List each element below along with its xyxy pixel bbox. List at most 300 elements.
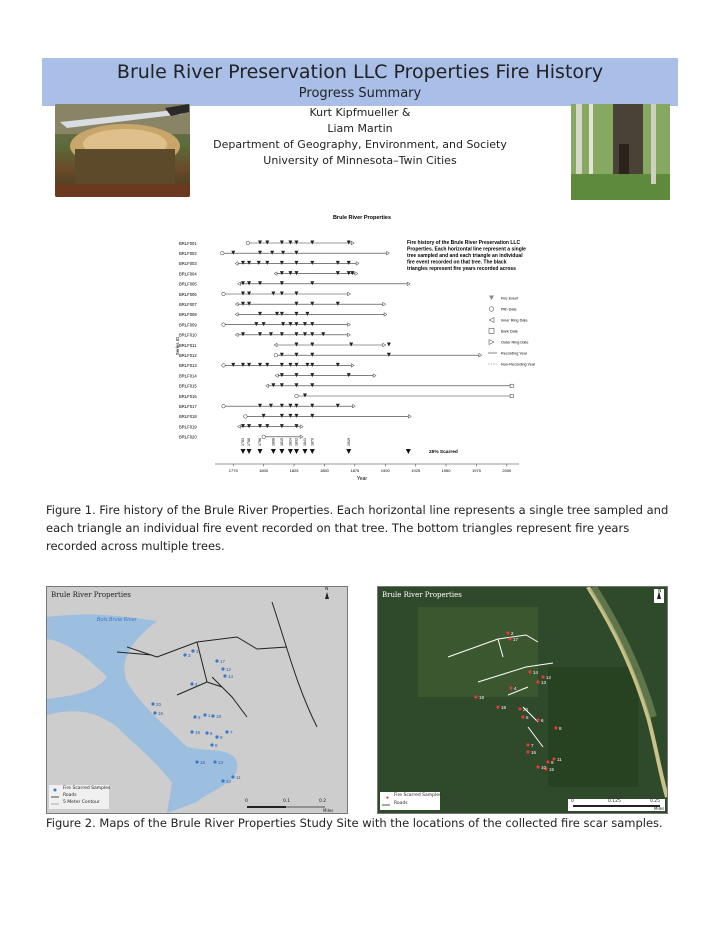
inner-ring-marker (265, 384, 268, 388)
scale-units: Miles (323, 808, 334, 813)
outer-ring-marker (386, 251, 389, 255)
scale-max: 0.2 (319, 799, 327, 804)
fire-event-marker (280, 363, 284, 367)
fire-event-marker (321, 332, 325, 336)
map-left-sample-label: 12 (226, 667, 232, 672)
fire-event-marker (269, 404, 273, 408)
fire-event-marker (336, 271, 340, 275)
composite-year-label: 1870 (310, 438, 315, 446)
fire-event-marker (247, 261, 251, 265)
fire-event-marker (280, 312, 284, 316)
legend-label: Non-Recording Year (501, 362, 536, 367)
map-left-sample-label: 14 (228, 674, 234, 679)
fire-event-marker (280, 383, 284, 387)
fire-event-marker (305, 363, 309, 367)
fire-event-marker (280, 292, 284, 296)
series-label: BRLF006 (179, 291, 197, 297)
pith-date-marker (295, 394, 299, 398)
fire-event-marker (270, 251, 274, 255)
fire-event-marker (241, 261, 245, 265)
map-left-sample-label: 16 (158, 711, 164, 716)
series-label: BRLF016 (179, 393, 197, 399)
legend-pith-icon (489, 307, 494, 312)
outer-ring-marker (300, 425, 303, 429)
fire-event-marker (254, 322, 258, 326)
inner-ring-marker (235, 313, 238, 317)
fire-history-chart (167, 208, 557, 488)
inner-ring-marker (274, 343, 277, 347)
legend-label: Bark Date (501, 329, 518, 334)
fire-event-marker (288, 241, 292, 245)
series-label: BRLF013 (179, 363, 197, 369)
department: Department of Geography, Environment, and Society (213, 138, 507, 151)
map-left-sample-point (190, 682, 193, 685)
series-label: BRLF017 (179, 404, 197, 409)
map-right-sample-label: 13 (541, 680, 547, 685)
inner-ring-marker (235, 302, 238, 306)
pith-date-marker (220, 251, 224, 255)
forest-tree-photo (571, 104, 670, 200)
fire-event-marker (257, 261, 261, 265)
fire-event-marker (280, 271, 284, 275)
fire-event-marker (347, 271, 351, 275)
series-label: BRLF011 (179, 342, 197, 348)
x-tick-label: 1775 (228, 468, 238, 473)
map-left-sample-point (210, 743, 213, 746)
bark-date-marker (510, 394, 513, 397)
fire-event-marker (294, 353, 298, 357)
fire-event-marker (280, 281, 284, 285)
composite-year-label: 1796 (258, 438, 263, 446)
fire-scar-stump-photo (55, 104, 190, 197)
legend-roads-right: Roads (394, 801, 408, 806)
fire-event-marker (305, 312, 309, 316)
page-title: Brule River Preservation LLC Properties Fire History (116, 61, 604, 83)
inner-ring-marker (235, 262, 238, 266)
map-left-sample-point (183, 653, 186, 656)
map-right-sample-point (506, 631, 509, 634)
fire-event-marker (310, 261, 314, 265)
fire-event-marker (247, 363, 251, 367)
legend-fire-samples: Fire Scarred Samples (63, 786, 111, 791)
fire-event-marker (258, 312, 262, 316)
map-right-sample-label: 8 (559, 726, 562, 731)
pith-date-marker (222, 292, 226, 296)
composite-year-label: 1832 (294, 438, 299, 446)
map-right-sample-label: 14 (533, 670, 539, 675)
map-left-sample-label: 2 (196, 649, 199, 654)
fire-event-marker (258, 332, 262, 336)
map-right-sample-label: 15 (549, 767, 555, 772)
figure-1-caption: Figure 1. Fire history of the Brule River Properties. Each horizontal line represents a single tree sampled and each triangle an individual fire event recorded on that tree. The bottom triangles represent fire years recorded across multiple trees. (46, 503, 669, 553)
map-right-sample-label: 19 (479, 695, 485, 700)
outer-ring-marker (384, 313, 387, 317)
map-right-sample-label: 4 (514, 686, 517, 691)
fire-event-marker (280, 404, 284, 408)
composite-fire-marker (346, 449, 351, 454)
fire-event-marker (288, 414, 292, 418)
composite-year-label: 1919 (346, 438, 351, 446)
legend-label: Inner Ring Date (501, 318, 528, 323)
map-left-sample-point (223, 674, 226, 677)
map-right-sample-label: 17 (513, 637, 519, 642)
composite-fire-marker (240, 449, 245, 454)
legend-contour: 5 Meter Contour (63, 800, 100, 805)
page-subtitle: Progress Summary (298, 86, 422, 101)
outer-ring-marker (479, 353, 482, 357)
fire-event-marker (288, 271, 292, 275)
inner-ring-marker (274, 272, 277, 276)
outer-ring-marker (355, 272, 358, 276)
series-label: BRLF008 (179, 312, 197, 318)
inner-ring-marker (238, 425, 241, 429)
fire-event-marker (247, 424, 251, 428)
map-left-sample-point (190, 730, 193, 733)
composite-fire-marker (302, 449, 307, 454)
map-right-sample-point (536, 718, 539, 721)
composite-fire-marker (247, 449, 252, 454)
aerial-map (377, 586, 668, 814)
fire-event-marker (310, 332, 314, 336)
series-label: BRLF009 (179, 322, 197, 328)
north-arrow-right: N (658, 589, 662, 594)
series-label: BRLF019 (179, 424, 197, 430)
map-left-sample-label: 13 (218, 760, 224, 765)
map-left-sample-point (193, 715, 196, 718)
series-label: BRLF007 (179, 302, 197, 307)
outer-ring-marker (348, 333, 351, 337)
composite-year-label: 1824 (288, 438, 293, 446)
topographic-map (46, 586, 348, 814)
map-left-sample-point (221, 779, 224, 782)
pith-date-marker (222, 404, 226, 408)
map-left-sample-label: 1 (208, 713, 211, 718)
inner-ring-marker (275, 374, 278, 378)
fire-event-marker (294, 363, 298, 367)
fire-event-marker (241, 332, 245, 336)
fire-event-marker (258, 404, 262, 408)
series-label: BRLF020 (179, 434, 197, 440)
series-label: BRLF018 (179, 414, 197, 420)
series-label: BRLF010 (179, 332, 197, 338)
scale-0: 0 (245, 799, 248, 804)
legend-roads: Roads (63, 793, 77, 798)
map-right-sample-point (536, 680, 539, 683)
fire-event-marker (258, 241, 262, 245)
fire-event-marker (310, 353, 314, 357)
outer-ring-marker (351, 241, 354, 245)
outer-ring-marker (352, 404, 355, 408)
fire-event-marker (275, 312, 279, 316)
outer-ring-marker (407, 282, 410, 286)
map-right-sample-point (521, 715, 524, 718)
fire-event-marker (280, 414, 284, 418)
river-label: Bois Brule River (97, 617, 137, 623)
composite-fire-marker (406, 449, 411, 454)
x-tick-label: 1950 (441, 468, 451, 473)
fire-event-marker (241, 424, 245, 428)
map-left-sample-label: 6 (210, 731, 213, 736)
legend-label: Fire Event (501, 296, 519, 301)
map-left-sample-point (191, 649, 194, 652)
fire-event-marker (303, 394, 307, 398)
map-left-sample-label: 4 (195, 682, 198, 687)
outer-ring-marker (351, 364, 354, 368)
map-right-sample-point (546, 760, 549, 763)
fire-event-marker (347, 241, 351, 245)
author-line-1: Kurt Kipfmueller & (309, 106, 411, 119)
fire-event-marker (310, 241, 314, 245)
map-left-sample-label: 20 (156, 702, 162, 707)
composite-year-label: 1788 (247, 438, 252, 446)
map-right-sample-label: 18 (501, 705, 507, 710)
bark-date-marker (510, 384, 513, 387)
legend-label: Outer Ring Date (501, 340, 529, 345)
legend-label: Recording Year (501, 351, 527, 356)
map-left-sample-label: 9 (220, 735, 223, 740)
series-label: BRLF005 (179, 281, 197, 287)
fire-event-marker (350, 271, 354, 275)
fire-event-marker (310, 322, 314, 326)
fire-event-marker (280, 261, 284, 265)
pith-date-marker (274, 353, 278, 357)
outer-ring-marker (373, 374, 376, 378)
fire-event-marker (303, 322, 307, 326)
map-right-sample-label: 6 (541, 718, 544, 723)
map-right-sample-point (528, 670, 531, 673)
map-right-sample-label: 10 (541, 765, 547, 770)
fire-event-marker (294, 373, 298, 377)
fire-event-marker (241, 292, 245, 296)
map-right-sample-point (509, 686, 512, 689)
fire-event-marker (281, 251, 285, 255)
outer-ring-marker (356, 262, 359, 266)
series-label: BRLF004 (179, 271, 197, 277)
pith-date-marker (244, 415, 248, 419)
map-left-sample-label: 8 (215, 743, 218, 748)
composite-year-label: 1783 (241, 438, 246, 446)
fire-event-marker (387, 343, 391, 347)
fire-event-marker (241, 302, 245, 306)
scale-max-right: 0.25 (650, 799, 661, 804)
composite-fire-marker (294, 449, 299, 454)
fire-event-marker (247, 281, 251, 285)
fire-event-marker (269, 332, 273, 336)
map-right-sample-label: 7 (531, 743, 534, 748)
fire-event-marker (336, 261, 340, 265)
map-left-sample-label: 5 (198, 715, 201, 720)
fire-event-marker (280, 332, 284, 336)
fire-event-marker (265, 261, 269, 265)
y-axis-label: Series ID (175, 336, 180, 356)
fire-event-marker (280, 241, 284, 245)
map-right-sample-point (474, 695, 477, 698)
fire-event-marker (262, 414, 266, 418)
map-left-sample-point (225, 730, 228, 733)
map-right-sample-label: 20 (523, 707, 529, 712)
outer-ring-marker (383, 343, 386, 347)
fire-event-marker (294, 292, 298, 296)
legend-fire-icon (489, 296, 494, 301)
map-right-sample-point (541, 675, 544, 678)
outer-ring-marker (408, 415, 411, 419)
chart-title: Brule River Properties (332, 215, 392, 221)
map-left-sample-point (151, 702, 154, 705)
chart-legend (488, 296, 536, 367)
series-label: BRLF014 (179, 373, 197, 379)
fire-event-marker (336, 404, 340, 408)
fire-event-marker (294, 383, 298, 387)
series-label: BRLF002 (179, 251, 197, 256)
fire-event-marker (310, 383, 314, 387)
map-left-sample-label: 11 (236, 775, 241, 780)
x-tick-label: 1925 (411, 468, 421, 473)
fire-event-marker (241, 281, 245, 285)
fire-event-marker (280, 373, 284, 377)
series-label: BRLF001 (179, 240, 197, 246)
fire-event-marker (294, 322, 298, 326)
outer-ring-marker (383, 302, 386, 306)
map-right-sample-label: 2 (511, 631, 514, 636)
map-right-sample-label: 16 (531, 750, 537, 755)
x-tick-label: 1900 (380, 468, 390, 473)
fire-event-marker (258, 424, 262, 428)
fire-event-marker (336, 363, 340, 367)
fire-event-marker (294, 404, 298, 408)
map-left-sample-point (205, 731, 208, 734)
composite-fire-marker (257, 449, 262, 454)
fire-event-marker (271, 383, 275, 387)
map-left-sample-point (203, 713, 206, 716)
pith-date-marker (262, 435, 266, 439)
fire-history-svg (167, 208, 557, 488)
map-right-sample-point (526, 750, 529, 753)
fire-event-marker (288, 363, 292, 367)
composite-fire-marker (310, 449, 315, 454)
fire-event-marker (336, 302, 340, 306)
fire-event-marker (231, 251, 235, 255)
composite-label: 25% Scarred (429, 450, 458, 455)
legend-bark-icon (489, 329, 494, 334)
map-left-sample-point (215, 735, 218, 738)
composite-year-label: 1808 (271, 438, 276, 446)
author-line-2: Liam Martin (327, 122, 393, 135)
fire-event-marker (294, 251, 298, 255)
map-left-sample-label: 18 (216, 714, 222, 719)
x-tick-label: 1850 (319, 468, 329, 473)
fire-event-marker (265, 241, 269, 245)
scale-0-right: 0 (571, 799, 574, 804)
fire-event-marker (310, 414, 314, 418)
composite-year-label: 1841 (303, 438, 308, 446)
x-tick-label: 1800 (259, 468, 269, 473)
series-label: BRLF012 (179, 353, 197, 358)
fire-event-marker (347, 373, 351, 377)
scale-mid-right: 0.125 (608, 799, 621, 804)
pith-date-marker (246, 241, 250, 245)
series-label: BRLF003 (179, 261, 197, 267)
fire-event-marker (247, 292, 251, 296)
fire-event-marker (288, 322, 292, 326)
map-right-sample-point (496, 705, 499, 708)
map-right-sample-point (518, 707, 521, 710)
university: University of Minnesota–Twin Cities (263, 154, 457, 167)
fire-event-marker (310, 281, 314, 285)
fire-event-marker (294, 261, 298, 265)
map-left-sample-label: 3 (188, 653, 191, 658)
map-right-sample-label: 5 (526, 715, 529, 720)
x-tick-label: 1875 (350, 468, 360, 473)
fire-event-marker (310, 343, 314, 347)
map-left-sample-point (215, 659, 218, 662)
fire-event-marker (294, 424, 298, 428)
map-left-sample-point (195, 760, 198, 763)
fire-event-marker (265, 363, 269, 367)
figure-2-caption: Figure 2. Maps of the Brule River Properties Study Site with the locations of the collected fire scar samples. (46, 816, 663, 830)
legend-label: Pith Date (501, 307, 517, 312)
fire-event-marker (310, 373, 314, 377)
fire-event-marker (310, 302, 314, 306)
pith-date-marker (222, 323, 226, 327)
fire-event-marker (387, 353, 391, 357)
map-left-sample-label: 15 (200, 760, 206, 765)
fire-event-marker (294, 332, 298, 336)
composite-fire-marker (271, 449, 276, 454)
composite-fire-marker (279, 449, 284, 454)
map-left-sample-point (231, 775, 234, 778)
legend-inner-icon (489, 318, 494, 323)
fire-event-marker (310, 404, 314, 408)
fire-event-marker (258, 281, 262, 285)
fire-event-marker (347, 261, 351, 265)
fire-event-marker (258, 363, 262, 367)
map-right-sample-label: 11 (557, 757, 562, 762)
outer-ring-marker (348, 323, 351, 327)
x-axis-label: Year (356, 476, 368, 482)
fire-event-marker (258, 251, 262, 255)
composite-fire-marker (288, 449, 293, 454)
pith-date-marker (222, 364, 226, 368)
map-left-sample-label: 19 (195, 730, 201, 735)
inner-ring-marker (238, 282, 241, 286)
map-left-sample-point (213, 760, 216, 763)
fire-event-marker (280, 424, 284, 428)
map-right-sample-point (536, 765, 539, 768)
outer-ring-marker (348, 292, 351, 296)
map-right-sample-point (526, 743, 529, 746)
fire-event-marker (281, 322, 285, 326)
fire-event-marker (288, 404, 292, 408)
map-left-sample-label: 7 (230, 730, 233, 735)
map-left-sample-point (211, 714, 214, 717)
x-tick-label: 1975 (471, 468, 481, 473)
composite-year-label: 1815 (280, 438, 285, 446)
map-right-title: Brule River Properties (382, 591, 462, 599)
map-right-sample-label: 12 (546, 675, 552, 680)
fire-event-marker (310, 363, 314, 367)
x-tick-label: 2000 (502, 468, 512, 473)
series-label: BRLF015 (179, 383, 197, 389)
legend-fire-samples-right: Fire Scarred Samples (394, 793, 442, 798)
fire-event-marker (349, 343, 353, 347)
fire-event-marker (294, 271, 298, 275)
north-arrow: N (325, 587, 329, 592)
chart-description: Fire history of the Brule River Preservation LLC Properties. Each horizontal line represent a single tree sampled and and each triangle an individual fire event recorded on that tree. The black triangles represent fire years recorded across (407, 240, 526, 272)
map-left-sample-point (221, 667, 224, 670)
fire-event-marker (265, 424, 269, 428)
fire-event-marker (294, 302, 298, 306)
map-right-sample-point (508, 637, 511, 640)
